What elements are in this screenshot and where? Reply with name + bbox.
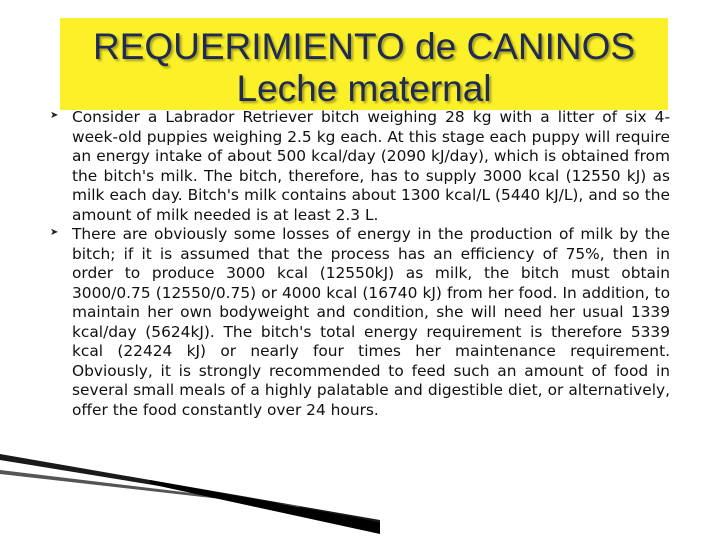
title-line-2: Leche maternal <box>236 68 492 109</box>
title-line-1: REQUERIMIENTO de CANINOS <box>92 26 636 67</box>
bullet-arrow-icon: ➤ <box>50 227 59 238</box>
bullet-item-1 <box>50 108 670 225</box>
bullet-text-1: Consider a Labrador Retriever bitch weighing 28 kg with a litter of six 4-week-old puppies weighing 2.5 kg each. At this stage each puppy will require an energy intake of about 500 kcal/day (2090 kJ/day), which is obtained from the bitch's milk. The bitch, therefore, has to supply 3000 kcal (12550 kJ) as milk each day. Bitch's milk contains about 1300 kcal/L (5440 kJ/L), and so the amount of milk needed is at least 2.3 L. <box>72 108 670 224</box>
decorative-sweep <box>0 430 380 540</box>
bullet-arrow-icon: ➤ <box>50 110 59 121</box>
bullet-list <box>50 108 670 420</box>
bullet-text-2: There are obviously some losses of energy in the production of milk by the bitch; if it is assumed that the process has an efficiency of 75%, then in order to produce 3000 kcal (12550kJ) as milk, the bitch must obtain 3000/0.75 (12550/0.75) or 4000 kcal (16740 kJ) from her food. In addition, to maintain her own bodyweight and condition, she will need her usual 1339 kcal/day (5624kJ). The bitch's total energy requirement is therefore 5339 kcal (22424 kJ) or nearly four times her maintenance requirement. Obviously, it is strongly recommended to feed such an amount of food in several small meals of a highly palatable and digestible diet, or alternatively, offer the food constantly over 24 hours. <box>72 225 670 419</box>
bullet-item-2 <box>50 225 670 420</box>
slide-title <box>60 26 668 110</box>
sweep-wedge <box>150 480 380 534</box>
